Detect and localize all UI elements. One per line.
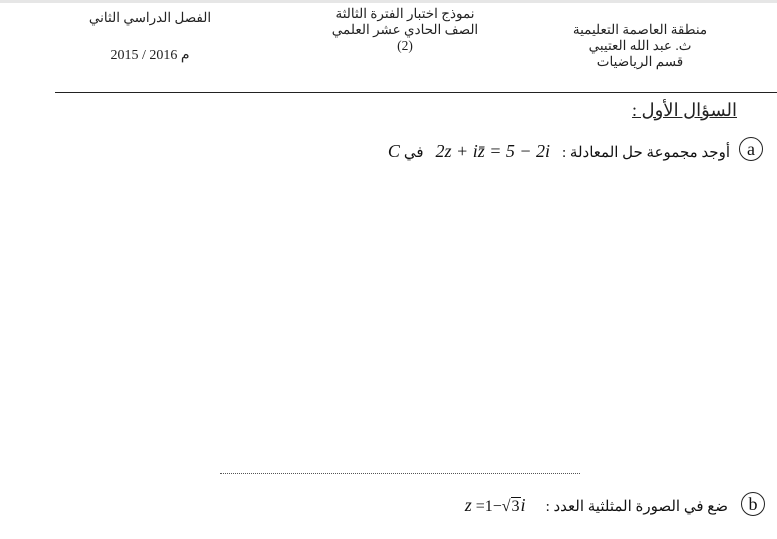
part-b-imaginary: i	[520, 495, 526, 515]
header-semester: الفصل الدراسي الثاني	[88, 10, 212, 25]
header-divider	[55, 92, 777, 93]
answer-dotted-line	[220, 473, 580, 474]
part-a-instruction: أوجد مجموعة حل المعادلة :	[562, 145, 730, 161]
part-a-line	[388, 141, 730, 162]
part-b-root: 3	[511, 498, 520, 515]
part-a-set: C	[387, 141, 400, 161]
header-year: 2015 / 2016 م	[110, 48, 190, 63]
header-department: قسم الرياضيات	[596, 54, 684, 69]
part-a-label	[739, 137, 763, 161]
part-b-line	[465, 495, 728, 516]
header-exam-title: نموذج اختبار الفترة الثالثة	[335, 6, 475, 21]
header-middle-block	[300, 6, 510, 54]
part-a-suffix: في	[403, 145, 424, 161]
part-b-equation-rhs: =1−	[475, 498, 502, 515]
part-b-letter: b	[748, 494, 758, 514]
header-teacher: ث. عبد الله العتيبي	[588, 38, 692, 53]
part-b-label	[741, 492, 765, 516]
part-a-letter: a	[747, 139, 755, 159]
header-right-block	[545, 22, 735, 70]
top-strip	[0, 0, 777, 3]
header-region: منطقة العاصمة التعليمية	[572, 22, 708, 37]
part-a-equation: 2z + iz̄ = 5 − 2i	[435, 141, 550, 161]
header-left-block	[55, 10, 245, 64]
part-b-equation-lhs: z	[464, 495, 472, 515]
part-b-instruction: ضع في الصورة المثلثية العدد :	[545, 499, 728, 515]
sqrt-icon: √	[501, 498, 511, 515]
header-model-number: (2)	[397, 38, 413, 53]
question-title: السؤال الأول :	[632, 100, 737, 120]
header-grade: الصف الحادي عشر العلمي	[331, 22, 479, 37]
